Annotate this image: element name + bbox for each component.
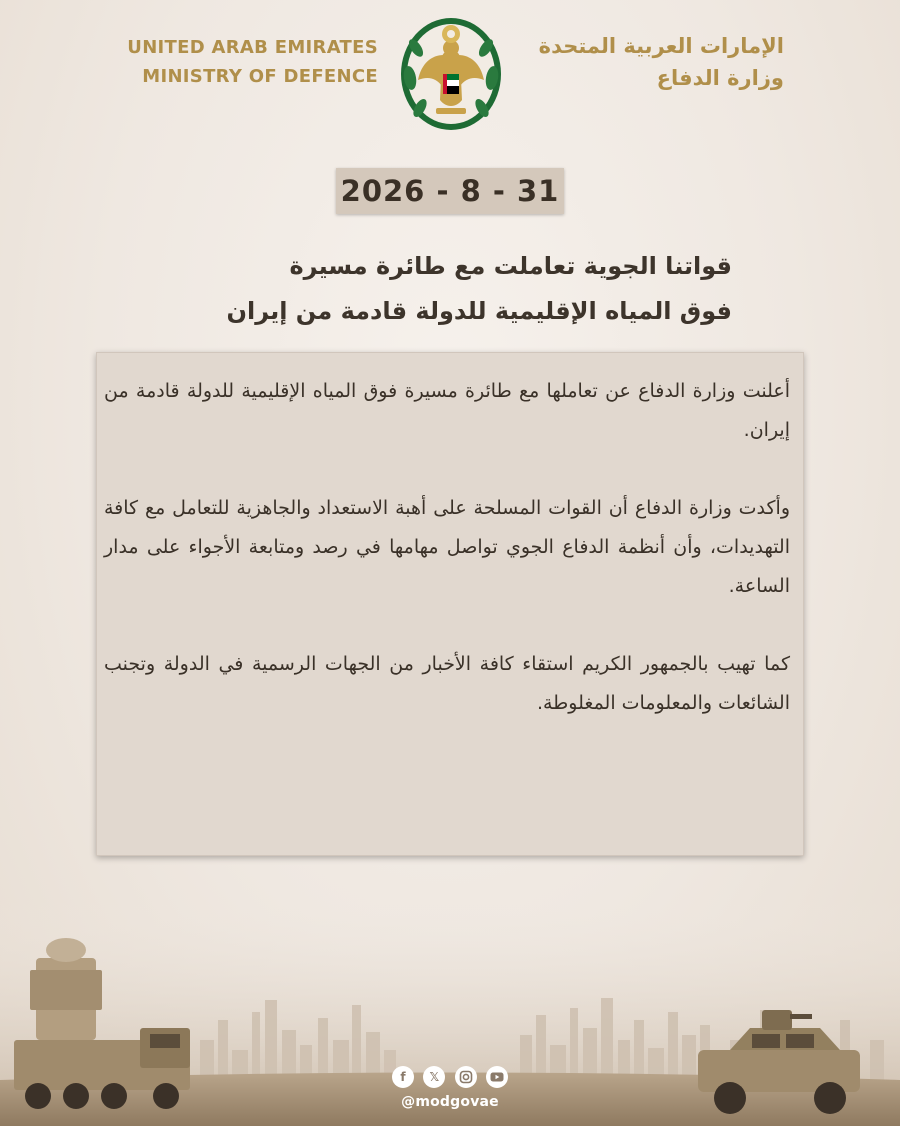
headline-line-2: فوق المياه الإقليمية للدولة قادمة من إيران	[226, 297, 732, 325]
ministry-name-ar: وزارة الدفاع	[656, 66, 784, 90]
headline-line-1: قواتنا الجوية تعاملت مع طائرة مسيرة	[289, 252, 732, 280]
statement-paragraph-2: وأكدت وزارة الدفاع أن القوات المسلحة على أهبة الاستعداد والجاهزية للتعامل مع كافة التهديدات، وأن أنظمة الدفاع الجوي تواصل مهامها في رصد ومتابعة الأجواء على مدار الساعة.	[104, 497, 790, 597]
date-badge	[336, 168, 564, 214]
country-name-ar: الإمارات العربية المتحدة	[538, 34, 784, 58]
youtube-icon[interactable]	[486, 1066, 508, 1088]
statement-text	[104, 372, 790, 762]
country-name-en: UNITED ARAB EMIRATES	[127, 37, 378, 58]
date-text: 2026 - 8 - 31	[340, 174, 560, 208]
facebook-icon[interactable]: f	[392, 1066, 414, 1088]
statement-paragraph-1: أعلنت وزارة الدفاع عن تعاملها مع طائرة مسيرة فوق المياه الإقليمية للدولة قادمة من إيران.	[104, 380, 790, 441]
ministry-name-english	[127, 33, 378, 91]
instagram-icon[interactable]	[455, 1066, 477, 1088]
ministry-name-arabic	[520, 30, 784, 94]
statement-paragraph-3: كما تهيب بالجمهور الكريم استقاء كافة الأخبار من الجهات الرسمية في الدولة وتجنب الشائعات والمعلومات المغلوطة.	[104, 653, 790, 714]
desert-skyline-scene	[0, 900, 900, 1126]
social-links	[392, 1066, 508, 1090]
social-handle[interactable]: @modgovae	[401, 1094, 499, 1110]
header	[0, 0, 900, 150]
x-icon[interactable]: 𝕏	[423, 1066, 445, 1088]
ministry-name-en: MINISTRY OF DEFENCE	[142, 66, 378, 87]
headline	[120, 244, 732, 334]
falcon-emblem-icon	[396, 8, 506, 132]
